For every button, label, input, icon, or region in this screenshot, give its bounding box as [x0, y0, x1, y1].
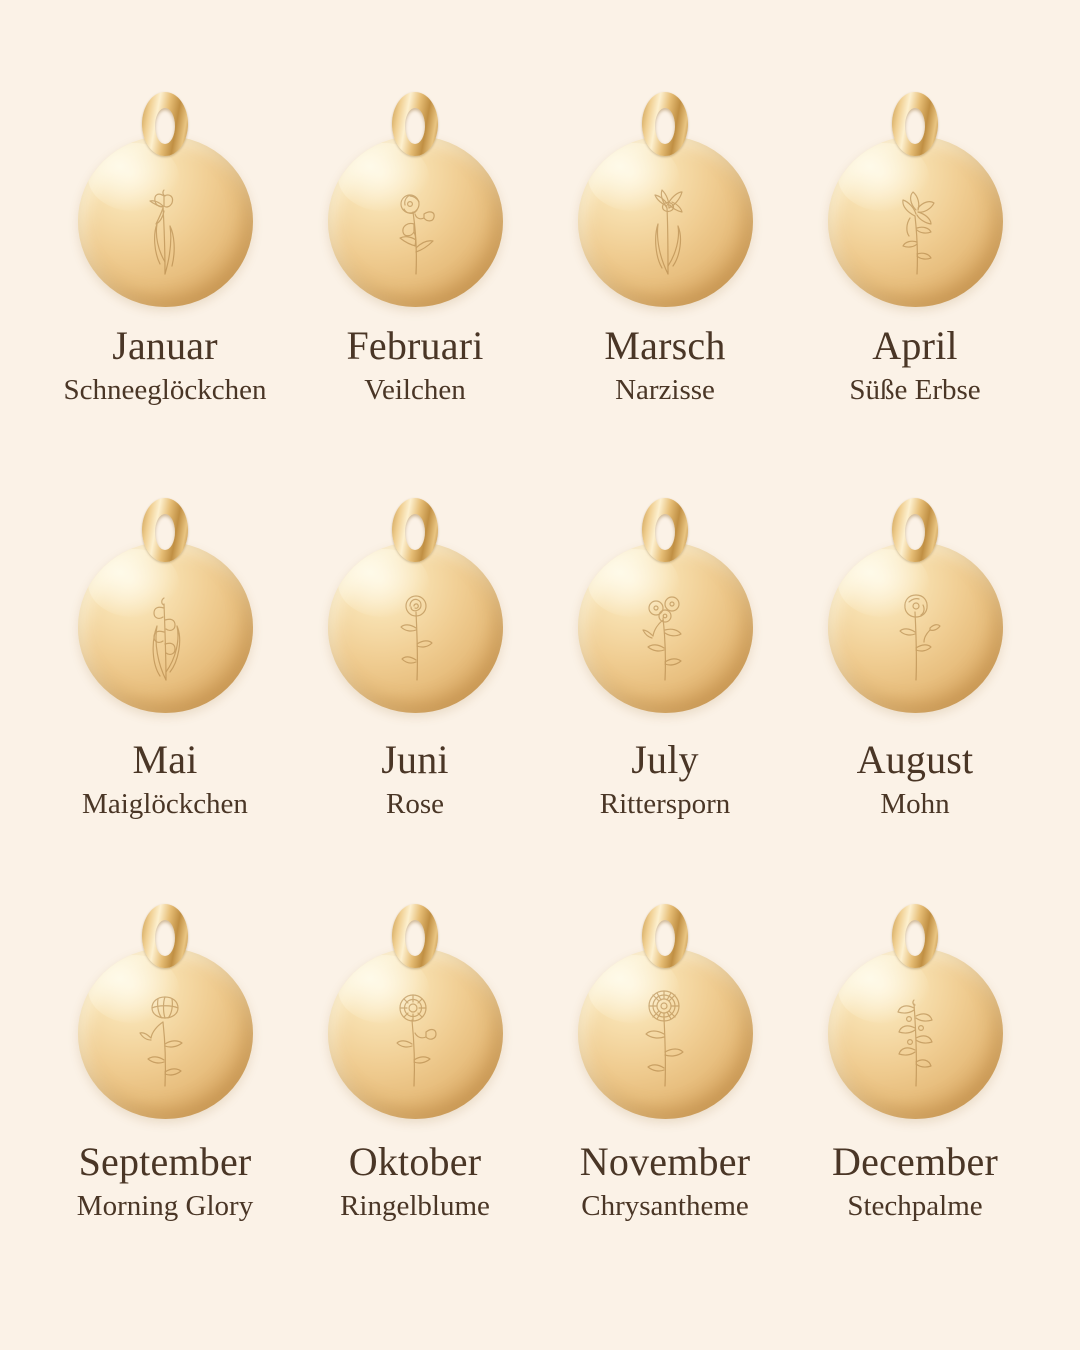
month-label: September [78, 1139, 252, 1184]
month-label: August [856, 737, 974, 782]
month-label: Februari [346, 323, 484, 368]
disc [828, 542, 1003, 713]
month-label: April [872, 323, 958, 368]
flower-label: Ringelblume [340, 1190, 490, 1222]
bail-ring-icon [142, 498, 188, 560]
month-label: Mai [132, 737, 198, 782]
month-label: July [631, 737, 699, 782]
disc [328, 948, 503, 1119]
disc [828, 948, 1003, 1119]
poppy-flower-engraving [860, 568, 970, 688]
violet-flower-engraving [360, 162, 470, 282]
larkspur-flower-engraving [610, 568, 720, 688]
pendant-august[interactable] [828, 498, 1003, 713]
daffodil-flower-engraving [610, 162, 720, 282]
charm-labels [790, 325, 1040, 408]
pendant-februari[interactable] [328, 92, 503, 307]
charm-cell[interactable] [290, 498, 540, 904]
flower-label: Chrysantheme [581, 1190, 749, 1222]
bail-ring-icon [392, 904, 438, 966]
pendant-november[interactable] [578, 904, 753, 1119]
charm-cell[interactable] [540, 904, 790, 1310]
charm-cell[interactable] [540, 92, 790, 498]
bail-ring-icon [642, 498, 688, 560]
bail-ring-icon [892, 904, 938, 966]
month-label: Marsch [604, 323, 726, 368]
charm-cell[interactable] [540, 498, 790, 904]
pendant-mai[interactable] [78, 498, 253, 713]
flower-label: Morning Glory [76, 1190, 254, 1222]
disc [78, 542, 253, 713]
flower-label: Maiglöckchen [82, 788, 248, 820]
charm-cell[interactable] [790, 498, 1040, 904]
chrysanthemum-flower-engraving [610, 974, 720, 1094]
pendant-oktober[interactable] [328, 904, 503, 1119]
pendant-marsch[interactable] [578, 92, 753, 307]
flower-label: Veilchen [364, 374, 466, 406]
flower-label: Rose [386, 788, 444, 820]
disc [328, 136, 503, 307]
charm-labels [540, 1141, 790, 1224]
disc [78, 948, 253, 1119]
charm-cell[interactable] [40, 92, 290, 498]
bail-ring-icon [892, 92, 938, 154]
disc [578, 948, 753, 1119]
snowdrop-flower-engraving [110, 162, 220, 282]
charm-labels [290, 325, 540, 408]
bail-ring-icon [142, 92, 188, 154]
charm-cell[interactable] [790, 92, 1040, 498]
charm-grid [40, 92, 1040, 1310]
bail-ring-icon [392, 92, 438, 154]
charm-cell[interactable] [290, 92, 540, 498]
bail-ring-icon [142, 904, 188, 966]
pendant-december[interactable] [828, 904, 1003, 1119]
bail-ring-icon [892, 498, 938, 560]
bail-ring-icon [642, 92, 688, 154]
charm-labels [540, 325, 790, 408]
charm-cell[interactable] [290, 904, 540, 1310]
month-label: November [579, 1139, 751, 1184]
disc [78, 136, 253, 307]
pendant-july[interactable] [578, 498, 753, 713]
charm-labels [40, 739, 290, 822]
sweet-pea-flower-engraving [860, 162, 970, 282]
month-label: December [832, 1139, 998, 1184]
pendant-september[interactable] [78, 904, 253, 1119]
charm-labels [40, 1141, 290, 1224]
flower-label: Stechpalme [847, 1190, 983, 1222]
flower-label: Narzisse [615, 374, 715, 406]
disc [578, 136, 753, 307]
disc [828, 136, 1003, 307]
disc [578, 542, 753, 713]
pendant-april[interactable] [828, 92, 1003, 307]
holly-branch-engraving [860, 974, 970, 1094]
bail-ring-icon [642, 904, 688, 966]
charm-labels [790, 1141, 1040, 1224]
charm-cell[interactable] [790, 904, 1040, 1310]
month-label: Oktober [348, 1139, 482, 1184]
charm-cell[interactable] [40, 904, 290, 1310]
bail-ring-icon [392, 498, 438, 560]
charm-cell[interactable] [40, 498, 290, 904]
flower-label: Süße Erbse [849, 374, 981, 406]
lily-of-the-valley-engraving [110, 568, 220, 688]
charm-labels [290, 1141, 540, 1224]
flower-label: Rittersporn [599, 788, 731, 820]
flower-label: Schneeglöckchen [63, 374, 267, 406]
charm-labels [290, 739, 540, 822]
rose-flower-engraving [360, 568, 470, 688]
charm-labels [40, 325, 290, 408]
disc [328, 542, 503, 713]
marigold-flower-engraving [360, 974, 470, 1094]
month-label: Juni [381, 737, 449, 782]
pendant-januar[interactable] [78, 92, 253, 307]
flower-label: Mohn [880, 788, 950, 820]
month-label: Januar [112, 323, 218, 368]
charm-labels [540, 739, 790, 822]
charm-labels [790, 739, 1040, 822]
morning-glory-flower-engraving [110, 974, 220, 1094]
pendant-juni[interactable] [328, 498, 503, 713]
